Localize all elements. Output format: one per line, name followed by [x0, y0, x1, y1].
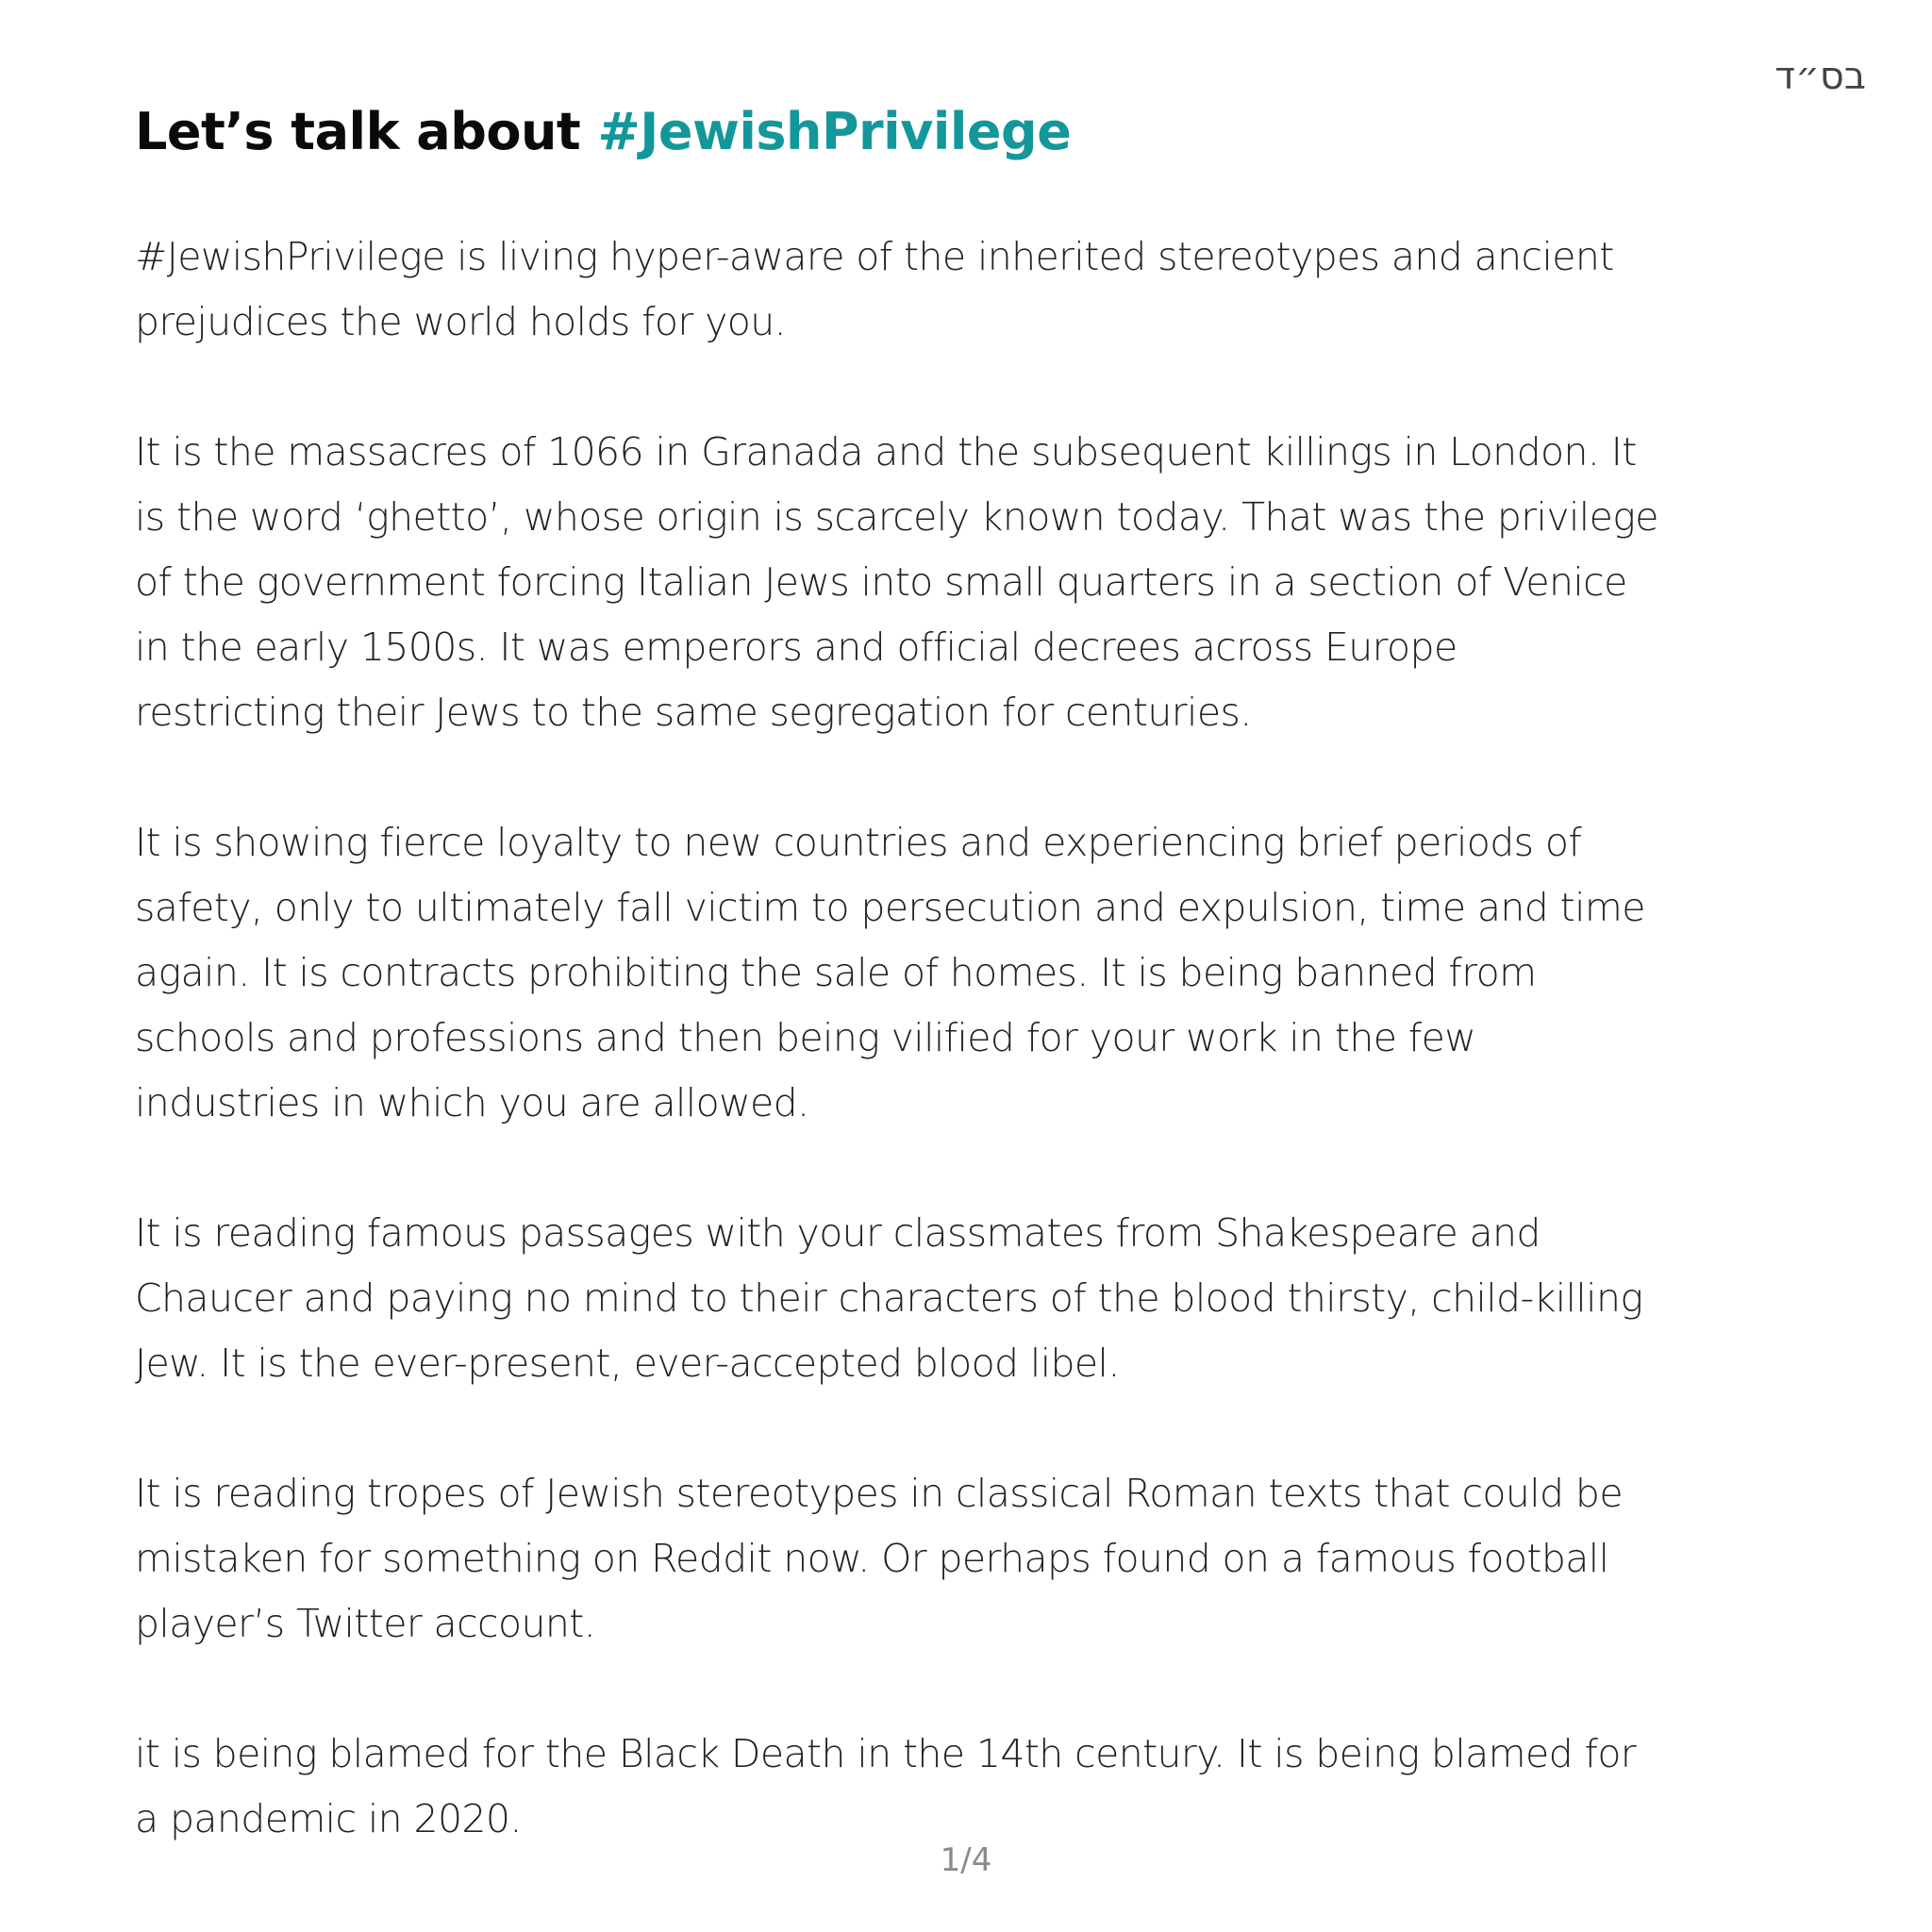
paragraph-line: is the word ‘ghetto’, whose origin is scarcely known today. That was the privilege — [135, 494, 1658, 540]
paragraph-3 — [135, 810, 1833, 1136]
paragraph-line: It is showing fierce loyalty to new countries and experiencing brief periods of — [135, 820, 1582, 865]
paragraph-line: It is the massacres of 1066 in Granada and the subsequent killings in London. It — [135, 429, 1637, 475]
paragraph-line: Chaucer and paying no mind to their characters of the blood thirsty, child-killing — [135, 1275, 1643, 1321]
paragraph-line: again. It is contracts prohibiting the sale of homes. It is being banned from — [135, 950, 1537, 995]
paragraph-line: industries in which you are allowed. — [135, 1080, 809, 1125]
paragraph-4 — [135, 1201, 1833, 1396]
paragraph-line: It is reading tropes of Jewish stereotypes in classical Roman texts that could be — [135, 1471, 1623, 1516]
hebrew-header-mark: בס״ד — [1774, 55, 1866, 98]
paragraph-line: in the early 1500s. It was emperors and official decrees across Europe — [135, 625, 1457, 670]
paragraph-2 — [135, 420, 1833, 745]
title-hashtag: #JewishPrivilege — [597, 102, 1072, 161]
paragraph-line: schools and professions and then being vilified for your work in the few — [135, 1015, 1476, 1060]
paragraph-line: #JewishPrivilege is living hyper-aware of the inherited stereotypes and ancient — [135, 234, 1614, 279]
paragraph-5 — [135, 1461, 1833, 1657]
page-counter: 1/4 — [940, 1841, 992, 1879]
paragraph-line: it is being blamed for the Black Death in the 14th century. It is being blamed for — [135, 1731, 1637, 1776]
page-title — [135, 94, 1833, 170]
paragraph-line: safety, only to ultimately fall victim to persecution and expulsion, time and time — [135, 885, 1645, 930]
paragraph-line: It is reading famous passages with your classmates from Shakespeare and — [135, 1210, 1541, 1256]
paragraph-1 — [135, 225, 1833, 355]
paragraph-line: a pandemic in 2020. — [135, 1796, 522, 1841]
title-prefix: Let’s talk about — [135, 102, 598, 161]
paragraph-line: prejudices the world holds for you. — [135, 299, 787, 344]
paragraph-line: of the government forcing Italian Jews into small quarters in a section of Venice — [135, 559, 1627, 605]
paragraph-line: restricting their Jews to the same segregation for centuries. — [135, 690, 1252, 735]
paragraph-line: mistaken for something on Reddit now. Or perhaps found on a famous football — [135, 1536, 1609, 1581]
paragraph-6 — [135, 1722, 1833, 1852]
paragraph-line: player’s Twitter account. — [135, 1601, 596, 1646]
document-content — [135, 94, 1833, 1852]
paragraph-line: Jew. It is the ever-present, ever-accepted blood libel. — [135, 1341, 1120, 1386]
